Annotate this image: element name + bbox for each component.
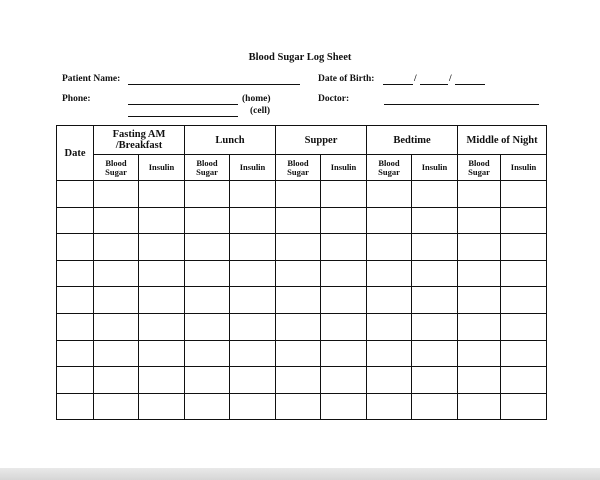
subheader-blood-sugar: Blood Sugar bbox=[185, 155, 230, 181]
subheader-blood-sugar: Blood Sugar bbox=[367, 155, 412, 181]
dob-day-field[interactable] bbox=[420, 84, 448, 85]
log-entry-cell[interactable] bbox=[94, 393, 139, 420]
table-row bbox=[57, 260, 547, 287]
date-cell[interactable] bbox=[57, 234, 94, 261]
log-entry-cell[interactable] bbox=[412, 367, 458, 394]
date-cell[interactable] bbox=[57, 393, 94, 420]
table-row bbox=[57, 393, 547, 420]
log-entry-cell[interactable] bbox=[412, 234, 458, 261]
log-entry-cell[interactable] bbox=[501, 367, 547, 394]
log-entry-cell[interactable] bbox=[321, 340, 367, 367]
log-entry-cell[interactable] bbox=[185, 287, 230, 314]
log-entry-cell[interactable] bbox=[458, 207, 501, 234]
log-entry-cell[interactable] bbox=[230, 260, 276, 287]
log-entry-cell[interactable] bbox=[367, 393, 412, 420]
log-entry-cell[interactable] bbox=[94, 367, 139, 394]
log-entry-cell[interactable] bbox=[458, 234, 501, 261]
date-cell[interactable] bbox=[57, 367, 94, 394]
log-entry-cell[interactable] bbox=[412, 260, 458, 287]
log-entry-cell[interactable] bbox=[412, 313, 458, 340]
log-entry-cell[interactable] bbox=[321, 393, 367, 420]
log-entry-cell[interactable] bbox=[94, 260, 139, 287]
log-entry-cell[interactable] bbox=[230, 181, 276, 208]
log-entry-cell[interactable] bbox=[501, 234, 547, 261]
log-entry-cell[interactable] bbox=[230, 234, 276, 261]
phone-label: Phone: bbox=[62, 94, 91, 104]
subheader-blood-sugar: Blood Sugar bbox=[276, 155, 321, 181]
log-entry-cell[interactable] bbox=[185, 181, 230, 208]
log-entry-cell[interactable] bbox=[185, 367, 230, 394]
phone-cell-field[interactable] bbox=[128, 116, 238, 117]
log-entry-cell[interactable] bbox=[367, 207, 412, 234]
blood-sugar-log-table bbox=[56, 125, 547, 420]
log-entry-cell[interactable] bbox=[276, 234, 321, 261]
date-cell[interactable] bbox=[57, 207, 94, 234]
log-entry-cell[interactable] bbox=[321, 287, 367, 314]
log-entry-cell[interactable] bbox=[139, 181, 185, 208]
subheader-insulin: Insulin bbox=[321, 155, 367, 181]
date-cell[interactable] bbox=[57, 313, 94, 340]
log-entry-cell[interactable] bbox=[458, 367, 501, 394]
log-entry-cell[interactable] bbox=[185, 393, 230, 420]
log-entry-cell[interactable] bbox=[367, 313, 412, 340]
log-entry-cell[interactable] bbox=[412, 287, 458, 314]
date-cell[interactable] bbox=[57, 260, 94, 287]
date-column-header: Date bbox=[57, 126, 94, 181]
log-entry-cell[interactable] bbox=[367, 234, 412, 261]
log-entry-cell[interactable] bbox=[321, 234, 367, 261]
log-entry-cell[interactable] bbox=[458, 181, 501, 208]
log-entry-cell[interactable] bbox=[94, 313, 139, 340]
log-entry-cell[interactable] bbox=[276, 367, 321, 394]
log-entry-cell[interactable] bbox=[501, 207, 547, 234]
log-entry-cell[interactable] bbox=[412, 340, 458, 367]
log-entry-cell[interactable] bbox=[230, 313, 276, 340]
log-entry-cell[interactable] bbox=[139, 313, 185, 340]
date-cell[interactable] bbox=[57, 340, 94, 367]
log-entry-cell[interactable] bbox=[94, 234, 139, 261]
log-entry-cell[interactable] bbox=[276, 181, 321, 208]
page-title: Blood Sugar Log Sheet bbox=[248, 52, 352, 63]
log-entry-cell[interactable] bbox=[321, 207, 367, 234]
log-table-body bbox=[57, 181, 547, 420]
subheader-insulin: Insulin bbox=[501, 155, 547, 181]
log-entry-cell[interactable] bbox=[276, 313, 321, 340]
table-row bbox=[57, 287, 547, 314]
group-header-lunch: Lunch bbox=[185, 126, 276, 155]
doctor-field[interactable] bbox=[384, 104, 539, 105]
log-entry-cell[interactable] bbox=[501, 181, 547, 208]
log-entry-cell[interactable] bbox=[230, 367, 276, 394]
log-entry-cell[interactable] bbox=[321, 260, 367, 287]
log-entry-cell[interactable] bbox=[230, 287, 276, 314]
log-entry-cell[interactable] bbox=[139, 367, 185, 394]
patient-name-field[interactable] bbox=[128, 84, 300, 85]
log-entry-cell[interactable] bbox=[139, 260, 185, 287]
log-entry-cell[interactable] bbox=[501, 313, 547, 340]
log-entry-cell[interactable] bbox=[276, 340, 321, 367]
log-entry-cell[interactable] bbox=[367, 181, 412, 208]
log-entry-cell[interactable] bbox=[458, 287, 501, 314]
dob-separator-1: / bbox=[414, 74, 417, 84]
phone-home-suffix: (home) bbox=[242, 94, 271, 104]
log-entry-cell[interactable] bbox=[185, 234, 230, 261]
log-entry-cell[interactable] bbox=[458, 313, 501, 340]
date-cell[interactable] bbox=[57, 287, 94, 314]
group-header-fasting: Fasting AM /Breakfast bbox=[94, 126, 185, 155]
log-entry-cell[interactable] bbox=[94, 207, 139, 234]
dob-month-field[interactable] bbox=[383, 84, 413, 85]
phone-home-field[interactable] bbox=[128, 104, 238, 105]
log-entry-cell[interactable] bbox=[367, 287, 412, 314]
log-entry-cell[interactable] bbox=[139, 207, 185, 234]
table-row bbox=[57, 340, 547, 367]
log-entry-cell[interactable] bbox=[501, 260, 547, 287]
log-entry-cell[interactable] bbox=[139, 287, 185, 314]
log-entry-cell[interactable] bbox=[185, 313, 230, 340]
group-header-supper: Supper bbox=[276, 126, 367, 155]
table-row bbox=[57, 234, 547, 261]
log-entry-cell[interactable] bbox=[276, 260, 321, 287]
phone-cell-suffix: (cell) bbox=[250, 106, 271, 116]
log-entry-cell[interactable] bbox=[185, 207, 230, 234]
log-entry-cell[interactable] bbox=[94, 287, 139, 314]
log-entry-cell[interactable] bbox=[501, 393, 547, 420]
subheader-insulin: Insulin bbox=[139, 155, 185, 181]
subheader-blood-sugar: Blood Sugar bbox=[94, 155, 139, 181]
log-entry-cell[interactable] bbox=[139, 393, 185, 420]
date-of-birth-label: Date of Birth: bbox=[318, 74, 375, 84]
log-entry-cell[interactable] bbox=[139, 234, 185, 261]
log-entry-cell[interactable] bbox=[458, 340, 501, 367]
doctor-label: Doctor: bbox=[318, 94, 350, 104]
table-row bbox=[57, 313, 547, 340]
log-entry-cell[interactable] bbox=[367, 260, 412, 287]
date-cell[interactable] bbox=[57, 181, 94, 208]
dob-separator-2: / bbox=[449, 74, 452, 84]
log-entry-cell[interactable] bbox=[94, 181, 139, 208]
patient-name-label: Patient Name: bbox=[62, 74, 121, 84]
log-entry-cell[interactable] bbox=[458, 393, 501, 420]
log-entry-cell[interactable] bbox=[501, 340, 547, 367]
group-header-middle-of-night: Middle of Night bbox=[458, 126, 547, 155]
dob-year-field[interactable] bbox=[455, 84, 485, 85]
table-row bbox=[57, 367, 547, 394]
log-entry-cell[interactable] bbox=[321, 313, 367, 340]
log-entry-cell[interactable] bbox=[458, 260, 501, 287]
subheader-blood-sugar: Blood Sugar bbox=[458, 155, 501, 181]
log-entry-cell[interactable] bbox=[276, 393, 321, 420]
log-entry-cell[interactable] bbox=[276, 207, 321, 234]
log-entry-cell[interactable] bbox=[321, 367, 367, 394]
log-entry-cell[interactable] bbox=[501, 287, 547, 314]
log-entry-cell[interactable] bbox=[412, 393, 458, 420]
log-entry-cell[interactable] bbox=[367, 340, 412, 367]
page-bottom-edge bbox=[0, 468, 600, 480]
log-entry-cell[interactable] bbox=[230, 340, 276, 367]
log-entry-cell[interactable] bbox=[139, 340, 185, 367]
log-entry-cell[interactable] bbox=[367, 367, 412, 394]
group-header-bedtime: Bedtime bbox=[367, 126, 458, 155]
log-entry-cell[interactable] bbox=[321, 181, 367, 208]
log-entry-cell[interactable] bbox=[230, 207, 276, 234]
log-entry-cell[interactable] bbox=[276, 287, 321, 314]
log-entry-cell[interactable] bbox=[412, 181, 458, 208]
log-entry-cell[interactable] bbox=[230, 393, 276, 420]
table-row bbox=[57, 207, 547, 234]
log-entry-cell[interactable] bbox=[185, 340, 230, 367]
log-entry-cell[interactable] bbox=[412, 207, 458, 234]
log-entry-cell[interactable] bbox=[94, 340, 139, 367]
subheader-insulin: Insulin bbox=[412, 155, 458, 181]
table-row bbox=[57, 181, 547, 208]
log-entry-cell[interactable] bbox=[185, 260, 230, 287]
subheader-insulin: Insulin bbox=[230, 155, 276, 181]
